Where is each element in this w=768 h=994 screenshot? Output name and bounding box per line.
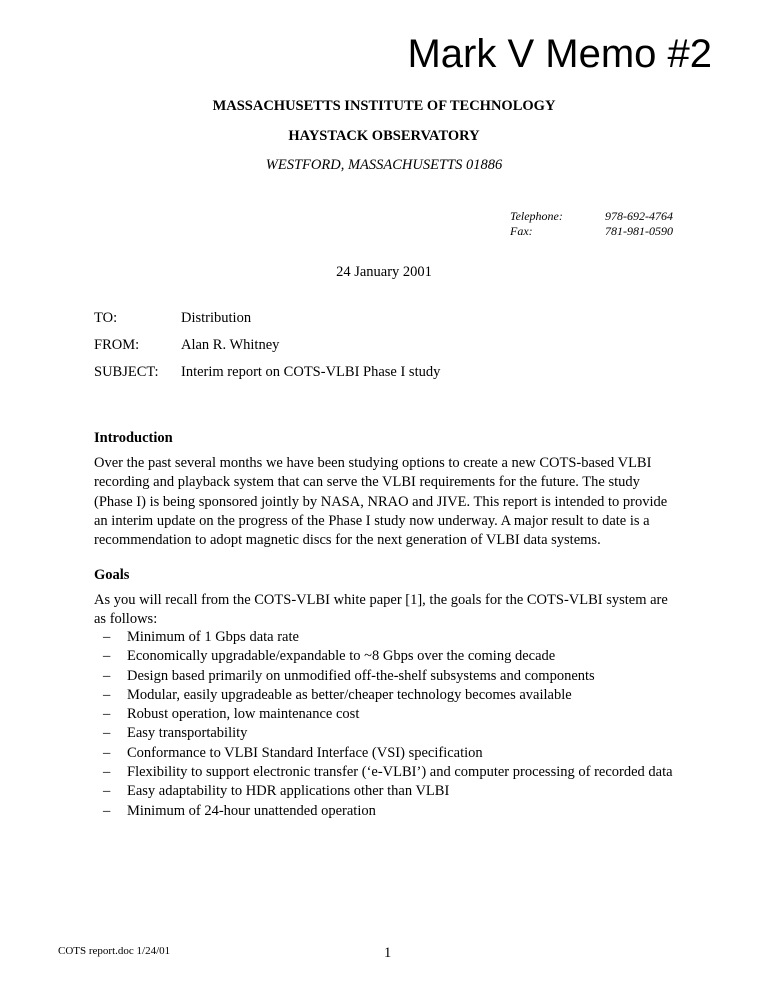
subject-label: SUBJECT: — [94, 364, 159, 380]
list-item: – Minimum of 1 Gbps data rate — [94, 628, 684, 647]
subject-row — [94, 364, 440, 391]
to-value: Distribution — [181, 310, 252, 326]
list-item: – Modular, easily upgradeable as better/cheaper technology becomes available — [94, 686, 684, 705]
footer-file-info: COTS report.doc 1/24/01 — [58, 945, 171, 957]
institute-name: MASSACHUSETTS INSTITUTE OF TECHNOLOGY — [212, 98, 556, 114]
list-item: – Flexibility to support electronic transfer (‘e-VLBI’) and computer processing of recorded data — [94, 763, 684, 782]
list-item: – Minimum of 24-hour unattended operation — [94, 802, 684, 821]
goals-heading: Goals — [94, 567, 130, 583]
memo-title: Mark V Memo #2 — [407, 32, 712, 76]
goals-list — [94, 628, 684, 821]
from-value: Alan R. Whitney — [181, 337, 280, 353]
goals-intro-paragraph: As you will recall from the COTS-VLBI white paper [1], the goals for the COTS-VLBI system are as follows: — [94, 592, 668, 628]
memo-date: 24 January 2001 — [336, 264, 432, 280]
list-item: – Robust operation, low maintenance cost — [94, 705, 684, 724]
address: WESTFORD, MASSACHUSETTS 01886 — [265, 157, 503, 173]
introduction-heading: Introduction — [94, 430, 173, 446]
page-number: 1 — [384, 945, 392, 961]
fax-label: Fax: — [510, 224, 533, 238]
from-row — [94, 337, 440, 364]
observatory-name: HAYSTACK OBSERVATORY — [288, 128, 480, 144]
to-label: TO: — [94, 310, 118, 326]
telephone-row — [510, 209, 673, 224]
contact-block — [510, 209, 673, 239]
subject-value: Interim report on COTS-VLBI Phase I study — [181, 364, 441, 380]
from-label: FROM: — [94, 337, 140, 353]
telephone-number: 978-692-4764 — [605, 209, 673, 223]
list-item: – Conformance to VLBI Standard Interface (VSI) specification — [94, 744, 684, 763]
memo-header-fields — [94, 310, 440, 391]
to-row — [94, 310, 440, 337]
fax-row — [510, 224, 673, 239]
introduction-paragraph: Over the past several months we have been studying options to create a new COTS-based VLBI recording and playback system that can serve the VLBI requirements for the future. The study (Phase I) is being sponsored jointly by NASA, NRAO and JIVE. This report is intended to provide an interim update on the progress of the Phase I study now underway. A major result to date is a recommendation to adopt magnetic discs for the next generation of VLBI data systems. — [94, 455, 668, 549]
fax-number: 781-981-0590 — [605, 224, 673, 238]
list-item: – Design based primarily on unmodified off-the-shelf subsystems and components — [94, 667, 684, 686]
list-item: – Economically upgradable/expandable to ~8 Gbps over the coming decade — [94, 647, 684, 666]
telephone-label: Telephone: — [510, 209, 563, 223]
list-item: – Easy transportability — [94, 724, 684, 743]
list-item: – Easy adaptability to HDR applications other than VLBI — [94, 782, 684, 801]
